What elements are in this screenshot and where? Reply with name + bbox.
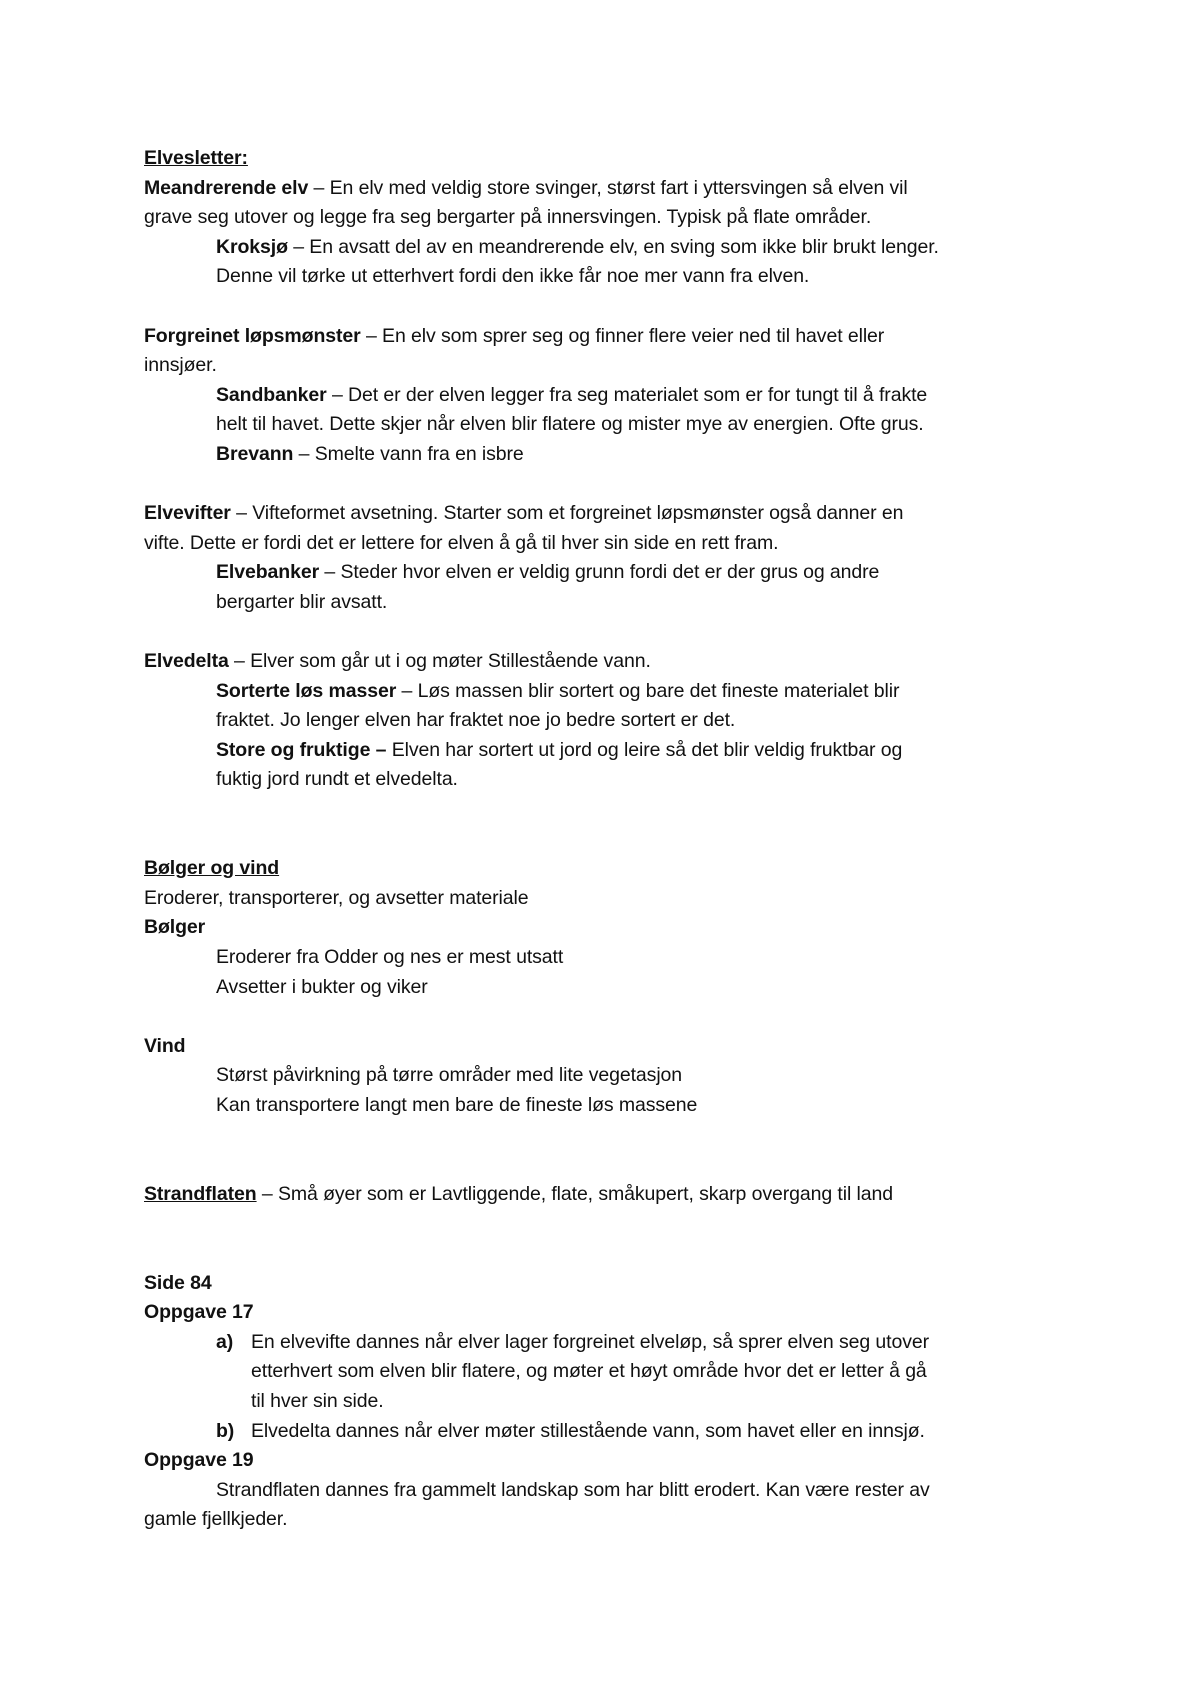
term-store-og-fruktige: Store og fruktige – (216, 738, 387, 761)
answer-a-line-1: En elvevifte dannes når elver lager forgreinet elveløp, så sprer elven seg utover (251, 1330, 930, 1353)
oppgave-19-line-2: gamle fjellkjeder. (144, 1508, 288, 1531)
elvebanker-line-1: Elvebanker – Steder hvor elven er veldig grunn fordi det er der grus og andre (216, 561, 880, 584)
list-label-b: b) (216, 1419, 235, 1442)
forgreinet-line-2: innsjøer. (144, 354, 217, 377)
bolger-og-vind-intro: Eroderer, transporterer, og avsetter materiale (144, 886, 529, 909)
term-meandrerende-elv: Meandrerende elv (144, 176, 309, 199)
store-og-fruktige-line-2: fuktig jord rundt et elvedelta. (216, 768, 458, 791)
sorterte-line-1: Sorterte løs masser – Løs massen blir sortert og bare det fineste materialet blir (216, 679, 900, 702)
vind-line-2: Kan transportere langt men bare de fineste løs massene (216, 1094, 698, 1116)
sandbanker-line-2: helt til havet. Dette skjer når elven blir flatere og mister mye av energien. Ofte grus. (216, 413, 924, 436)
oppgave-19-line-1: Strandflaten dannes fra gammelt landskap som har blitt erodert. Kan være rester av (216, 1478, 930, 1501)
list-item-a (144, 1328, 1064, 1417)
sorterte-line-2: fraktet. Jo lenger elven har fraktet noe jo bedre sortert er det. (216, 709, 736, 732)
spacer (144, 795, 1064, 854)
answer-a-line-2: etterhvert som elven blir flatere, og møter et høyt område hvor det er letter å gå (251, 1360, 927, 1383)
list-label-a: a) (216, 1330, 234, 1353)
strandflaten-line: Strandflaten – Små øyer som er Lavtliggende, flate, småkupert, skarp overgang til land (144, 1182, 893, 1205)
subheading-bolger: Bølger (144, 916, 206, 939)
term-strandflaten: Strandflaten (144, 1182, 257, 1205)
elvevifter-line-2: vifte. Dette er fordi det er lettere for elven å gå til hver sin side en rett fram. (144, 531, 779, 554)
list-item-b (144, 1417, 1064, 1447)
brevann-line: Brevann – Smelte vann fra en isbre (216, 442, 524, 465)
section-heading-bolger-og-vind: Bølger og vind (144, 857, 280, 880)
spacer (144, 292, 1064, 322)
oppgave-17-heading: Oppgave 17 (144, 1301, 254, 1324)
document-body (144, 144, 1064, 1535)
forgreinet-line-1: Forgreinet løpsmønster – En elv som sprer seg og finner flere veier ned til havet eller (144, 324, 885, 347)
term-elvevifter: Elvevifter (144, 502, 231, 525)
term-forgreinet-lopsmonster: Forgreinet løpsmønster (144, 324, 361, 347)
kroksjo-line-2: Denne vil tørke ut etterhvert fordi den ikke får noe mer vann fra elven. (216, 265, 810, 288)
term-brevann: Brevann (216, 442, 294, 465)
term-elvebanker: Elvebanker (216, 561, 320, 584)
term-elvedelta: Elvedelta (144, 650, 229, 673)
answer-b-line-1: Elvedelta dannes når elver møter stillestående vann, som havet eller en innsjø. (251, 1419, 925, 1442)
section-heading-elvesletter: Elvesletter: (144, 147, 248, 169)
sandbanker-line-1: Sandbanker – Det er der elven legger fra seg materialet som er for tungt til å frakte (216, 383, 928, 406)
term-sandbanker: Sandbanker (216, 383, 327, 406)
spacer (144, 618, 1064, 648)
meandrerende-elv-line-2: grave seg utover og legge fra seg bergarter på innersvingen. Typisk på flate områder. (144, 206, 872, 229)
spacer (144, 1209, 1064, 1268)
elvebanker-line-2: bergarter blir avsatt. (216, 590, 388, 613)
store-og-fruktige-line-1: Store og fruktige – Elven har sortert ut jord og leire så det blir veldig fruktbar og (216, 738, 903, 761)
side-heading: Side 84 (144, 1271, 212, 1294)
elvedelta-line-1: Elvedelta – Elver som går ut i og møter Stillestående vann. (144, 650, 651, 673)
spacer (144, 1002, 1064, 1032)
term-kroksjo: Kroksjø (216, 235, 288, 258)
subheading-vind: Vind (144, 1034, 186, 1057)
elvevifter-line-1: Elvevifter – Vifteformet avsetning. Starter som et forgreinet løpsmønster også danner en (144, 502, 904, 525)
kroksjo-line-1: Kroksjø – En avsatt del av en meandrerende elv, en sving som ikke blir brukt lenger. (216, 235, 939, 258)
oppgave-19-heading: Oppgave 19 (144, 1449, 254, 1472)
term-sorterte-los-masser: Sorterte løs masser (216, 679, 397, 702)
meandrerende-elv-line-1: Meandrerende elv – En elv med veldig store svinger, størst fart i yttersvingen så elven vil (144, 176, 908, 199)
bolger-line-1: Eroderer fra Odder og nes er mest utsatt (216, 946, 564, 969)
spacer (144, 1121, 1064, 1180)
answer-a-line-3: til hver sin side. (251, 1389, 384, 1412)
spacer (144, 470, 1064, 500)
vind-line-1: Størst påvirkning på tørre områder med lite vegetasjon (216, 1064, 683, 1087)
bolger-line-2: Avsetter i bukter og viker (216, 975, 428, 998)
